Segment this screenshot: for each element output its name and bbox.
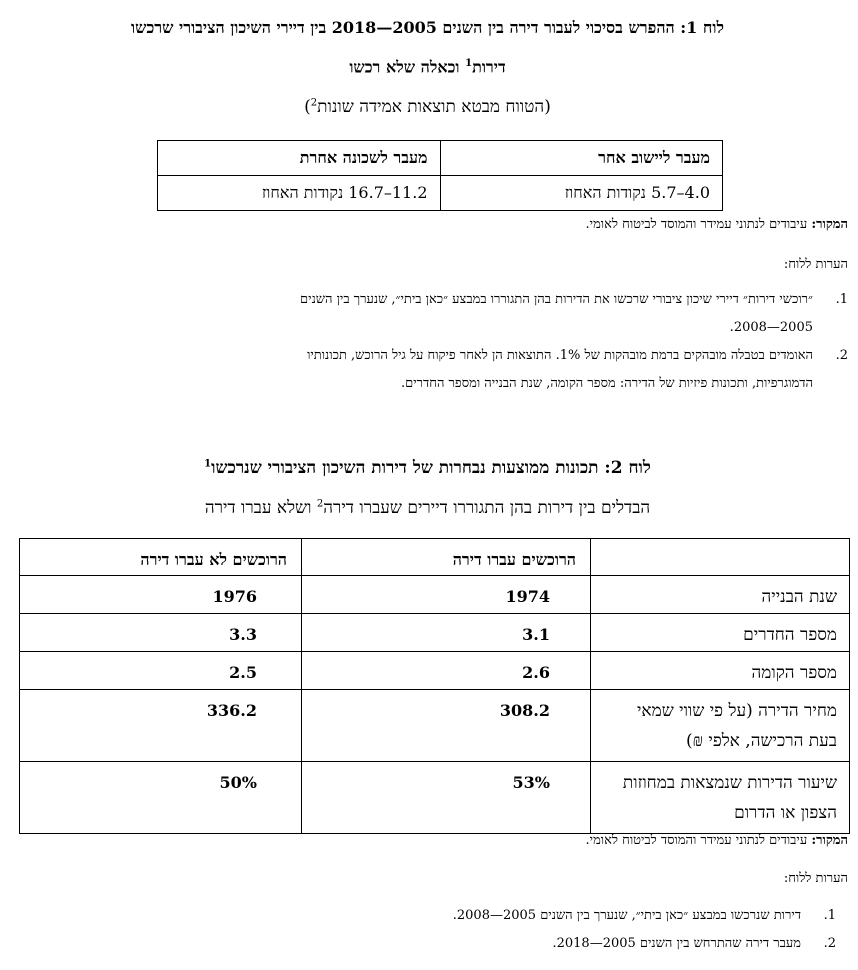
table1-value-other-locality: 4.0–5.7 נקודות האחוז: [440, 176, 723, 211]
table1-title-line2: [10, 46, 845, 85]
table1-note-1: [38, 286, 848, 342]
table1-note-2: [38, 342, 848, 398]
table2-source-text: עיבודים לנתוני עמידר והמוסד לביטוח לאומי.: [585, 833, 812, 848]
value-moved: 2.6: [302, 652, 591, 690]
table-row: [20, 690, 850, 762]
table1-source-text: עיבודים לנתוני עמידר והמוסד לביטוח לאומי.: [585, 217, 812, 232]
value-stayed: 336.2: [20, 690, 302, 762]
note-number: 2.: [835, 348, 848, 363]
table1: [157, 140, 723, 211]
row-label: שנת הבנייה: [591, 576, 850, 614]
value-stayed: 50%: [20, 762, 302, 834]
note-line: הדמוגרפיות, ותכונות פיזיות של הדירה: מספר הקומה, שנת הבנייה ומספר החדרים.: [400, 376, 813, 391]
note-line: מעבר דירה שהתרחש בין השנים 2005—2018.: [552, 936, 801, 951]
table1-value-row: [158, 176, 723, 211]
table2-title-text: לוח 2: תכונות ממוצעות נבחרות של דירות השיכון הציבורי שנרכשו: [211, 458, 651, 478]
table-row: [20, 614, 850, 652]
table1-subtitle-tail: ): [304, 97, 311, 117]
note-line: האומדים בטבלה מובהקים ברמת מובהקות של 1%. התוצאות הן לאחר פיקוח על גיל הרוכש, תכונותיו: [307, 348, 813, 363]
row-label: מספר הקומה: [591, 652, 850, 690]
table-row: [20, 762, 850, 834]
table1-source-label: המקור:: [811, 217, 848, 232]
table2-source-label: המקור:: [811, 833, 848, 848]
value-moved: 53%: [302, 762, 591, 834]
table2-subtitle-text: הבדלים בין דירות בהן התגוררו דיירים שעברו דירה: [323, 498, 651, 518]
table1-title: [10, 10, 845, 85]
value-moved: 308.2: [302, 690, 591, 762]
table2-title-sup: 1: [204, 458, 212, 470]
table2-note-1: [276, 902, 836, 930]
table2-notes-heading: הערות ללוח:: [783, 871, 848, 886]
row-label: מספר החדרים: [591, 614, 850, 652]
note-number: 2.: [823, 936, 836, 951]
value-stayed: 2.5: [20, 652, 302, 690]
value-moved: 1974: [302, 576, 591, 614]
table1-value-other-neighborhood: 11.2–16.7 נקודות האחוז: [158, 176, 441, 211]
value-stayed: 3.3: [20, 614, 302, 652]
table2-header-stayed: הרוכשים לא עברו דירה: [20, 539, 302, 576]
table2-note-2: [276, 930, 836, 958]
table2-header-empty: [591, 539, 850, 576]
table2-subtitle-tail: ושלא עברו דירה: [204, 498, 317, 518]
table2-title: [10, 458, 845, 478]
table1-header-row: [158, 141, 723, 176]
table2-source: [586, 832, 848, 848]
table1-title-sup: 1: [465, 58, 473, 69]
note-line: ״רוכשי דירות״ דיירי שיכון ציבורי שרכשו את הדירות בהן התגוררו במבצע ״כאן ביתי״, שנערך בין השנים: [300, 292, 813, 307]
note-line: 2005—2008.: [729, 320, 813, 335]
table-row: [20, 576, 850, 614]
note-number: 1.: [823, 908, 836, 923]
table2: [19, 538, 850, 834]
table2-header-row: [20, 539, 850, 576]
table1-notes-heading: הערות ללוח:: [783, 257, 848, 272]
table1-header-other-neighborhood: מעבר לשכונה אחרת: [158, 141, 441, 176]
table1-header-other-locality: מעבר ליישוב אחר: [440, 141, 723, 176]
table1-title-line2-tail: וכאלה שלא רכשו: [349, 57, 466, 77]
table1-subtitle: [10, 97, 845, 117]
row-label: מחיר הדירה (על פי שווי שמאי בעת הרכישה, אלפי ₪): [591, 690, 850, 762]
table2-subtitle: [10, 498, 845, 518]
table1-subtitle-text: (הטווח מבטא תוצאות אמידה שונות: [317, 97, 551, 117]
row-label: שיעור הדירות שנמצאות במחוזות הצפון או הדרום: [591, 762, 850, 834]
value-stayed: 1976: [20, 576, 302, 614]
value-moved: 3.1: [302, 614, 591, 652]
table2-header-moved: הרוכשים עברו דירה: [302, 539, 591, 576]
table1-source: [586, 216, 848, 232]
note-number: 1.: [835, 292, 848, 307]
table1-title-line2-text: דירות: [472, 57, 506, 77]
table-row: [20, 652, 850, 690]
table2-subtitle-sup: 2: [316, 498, 324, 510]
table1-subtitle-sup: 2: [310, 97, 318, 109]
note-line: דירות שנרכשו במבצע ״כאן ביתי״, שנערך בין השנים 2005—2008.: [452, 908, 801, 923]
table1-title-line1: לוח 1: ההפרש בסיכוי לעבור דירה בין השנים 2005—2018 בין דיירי השיכון הציבורי שרכשו: [131, 18, 724, 37]
